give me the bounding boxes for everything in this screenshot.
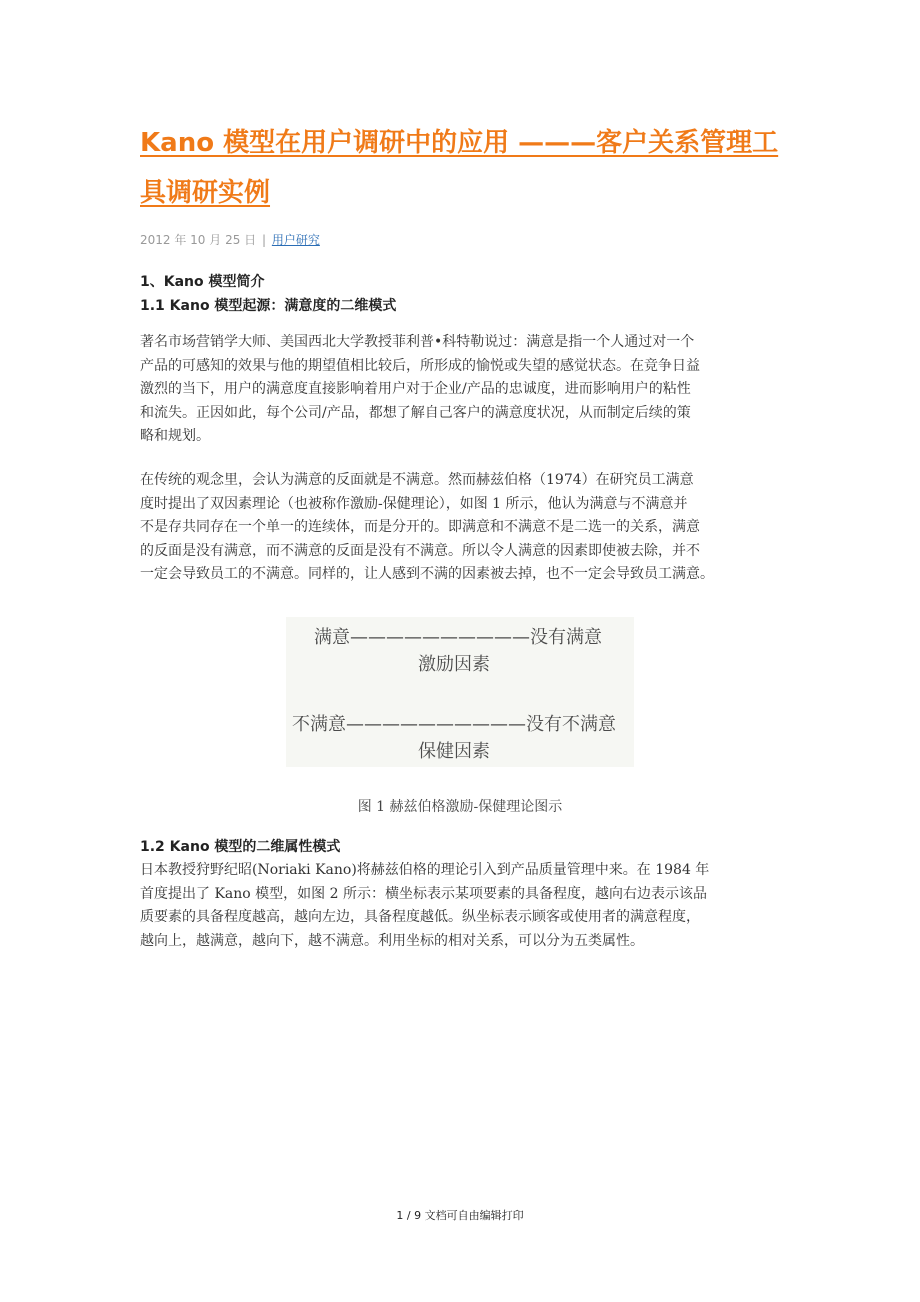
paragraph-line: 一定会导致员工的不满意。同样的，让人感到不满的因素被去掉，也不一定会导致员工满意。 — [140, 566, 714, 583]
article-title[interactable] — [140, 118, 790, 218]
paragraph-line: 度时提出了双因素理论（也被称作激励-保健理论），如图 1 所示，他认为满意与不满意并 — [140, 495, 688, 512]
figure-caption: 图 1 赫兹伯格激励-保健理论图示 — [357, 799, 563, 815]
category-link[interactable]: 用户研究 — [271, 233, 320, 247]
paragraph-kano-model — [140, 859, 780, 953]
paragraph-line: 和流失。正因如此，每个公司/产品，都想了解自己客户的满意度状况，从而制定后续的策 — [140, 404, 691, 421]
figure-motivation-row: 满意——————————没有满意 — [314, 627, 602, 648]
herzberg-figure — [286, 617, 634, 767]
paragraph-satisfaction-definition — [140, 331, 780, 449]
figure-hygiene-label: 保健因素 — [418, 741, 490, 762]
paragraph-line: 首度提出了 Kano 模型，如图 2 所示：横坐标表示某项要素的具备程度，越向右边表示该品 — [140, 885, 707, 902]
article-title-line-2: 具调研实例 — [140, 178, 271, 208]
post-date: 2012 年 10 月 25 日 — [140, 233, 257, 247]
section-heading-two-dimensional-attributes: 1.2 Kano 模型的二维属性模式 — [140, 839, 341, 855]
paragraph-line: 不是存共同存在一个单一的连续体，而是分开的。即满意和不满意不是二选一的关系，满意 — [140, 519, 700, 536]
paragraph-line: 产品的可感知的效果与他的期望值相比较后，所形成的愉悦或失望的感觉状态。在竞争日益 — [140, 357, 700, 374]
section-heading-kano-intro: 1、Kano 模型简介 — [140, 274, 265, 290]
figure-motivation-label: 激励因素 — [418, 654, 490, 675]
meta-separator: | — [261, 233, 267, 247]
paragraph-line: 的反面是没有满意，而不满意的反面是没有不满意。所以令人满意的因素即使被去除，并不 — [140, 542, 700, 559]
paragraph-line: 日本教授狩野纪昭(Noriaki Kano)将赫兹伯格的理论引入到产品质量管理中来。在 1984 年 — [140, 862, 710, 878]
post-meta — [140, 231, 320, 248]
figure-hygiene-row: 不满意——————————没有不满意 — [292, 714, 616, 735]
paragraph-line: 著名市场营销学大师、美国西北大学教授菲利普•科特勒说过：满意是指一个人通过对一个 — [140, 334, 695, 350]
paragraph-line: 在传统的观念里，会认为满意的反面就是不满意。然而赫兹伯格（1974）在研究员工满意 — [140, 472, 694, 488]
paragraph-line: 激烈的当下，用户的满意度直接影响着用户对于企业/产品的忠诚度，进而影响用户的粘性 — [140, 381, 691, 398]
paragraph-line: 越向上，越满意，越向下，越不满意。利用坐标的相对关系，可以分为五类属性。 — [140, 932, 644, 949]
paragraph-two-factor-theory — [140, 469, 780, 587]
section-heading-kano-origin: 1.1 Kano 模型起源：满意度的二维模式 — [140, 298, 397, 314]
paragraph-line: 质要素的具备程度越高，越向左边，具备程度越低。纵坐标表示顾客或使用者的满意程度， — [140, 909, 700, 926]
page-footer: 1 / 9 文档可自由编辑打印 — [396, 1209, 524, 1222]
article-title-line-1: Kano 模型在用户调研中的应用 ———客户关系管理工 — [140, 128, 779, 158]
paragraph-line: 略和规划。 — [140, 428, 210, 445]
